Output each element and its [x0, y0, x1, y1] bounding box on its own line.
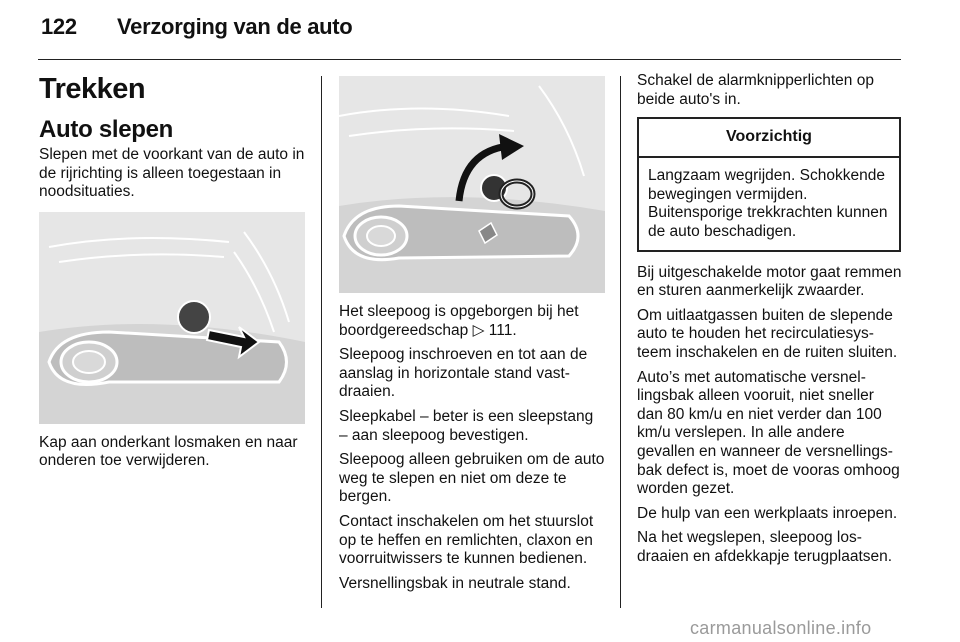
section-heading: Auto slepen	[39, 116, 174, 143]
tow-cable-paragraph: Sleepkabel – beter is een sleepstang – aan sleepoog bevestigen.	[339, 407, 594, 444]
recirculation-paragraph: Om uitlaatgassen buiten de slepende auto te houden het recirculatiesysteem inschakelen en de ruiten sluiten.	[637, 306, 898, 361]
caution-box	[637, 117, 901, 251]
bumper-cap-illustration	[39, 212, 305, 424]
cap-caption: Kap aan onderkant losmaken en naar onderen toe verwijderen.	[39, 433, 298, 470]
hazard-lights-paragraph: Schakel de alarmknipperlichten op beide auto's in.	[637, 72, 874, 108]
section-title: Verzorging van de auto	[117, 14, 353, 39]
chapter-heading: Trekken	[39, 73, 146, 105]
after-towing-paragraph: Na het wegslepen, sleepoog losdraaien en afdekkapje terugplaatsen.	[637, 529, 893, 565]
tow-only-paragraph: Sleepoog alleen gebruiken om de auto weg te slepen en niet om deze te bergen.	[339, 451, 605, 506]
watermark-text: carmanualsonline.info	[690, 618, 872, 638]
column-3	[637, 72, 903, 572]
workshop-paragraph: De hulp van een werkplaats inroepen.	[637, 504, 898, 522]
column-1	[39, 72, 305, 477]
screw-in-paragraph: Sleepoog inschroeven en tot aan de aanslag in horizontale stand vastdraaien.	[339, 346, 588, 401]
page-header	[41, 14, 352, 40]
engine-off-paragraph: Bij uitgeschakelde motor gaat remmen en sturen aanmerkelijk zwaarder.	[637, 263, 902, 300]
header-rule	[38, 59, 901, 60]
tow-eye-illustration	[339, 76, 605, 293]
ignition-paragraph: Contact inschakelen om het stuurslot op te heffen en remlichten, claxon en voorruitwissers te kunnen bedienen.	[339, 512, 594, 568]
caution-text: Langzaam wegrijden. Schokkende bewegingen vermijden. Buitensporige trekkrachten kunnen de auto beschadigen.	[648, 167, 888, 240]
column-divider-1	[321, 76, 322, 608]
column-2	[339, 72, 605, 599]
page-number: 122	[41, 14, 77, 39]
intro-paragraph: Slepen met de voorkant van de auto in de rijrichting is alleen toegestaan in noodsituaties.	[39, 146, 305, 201]
caution-title: Voorzichtig	[639, 119, 899, 158]
neutral-paragraph: Versnellingsbak in neutrale stand.	[339, 574, 571, 592]
column-divider-2	[620, 76, 621, 608]
automatic-gearbox-paragraph: Auto’s met automatische versnellingsbak alleen vooruit, niet sneller dan 80 km/u en niet verder dan 100 km/u verslepen. In alle andere gevallen en wanneer de versnellingsbak defect is, moet de vooras omhoog worden gezet.	[637, 368, 900, 498]
storage-paragraph: Het sleepoog is opgeborgen bij het boordgereedschap ▷ 111.	[339, 303, 579, 339]
